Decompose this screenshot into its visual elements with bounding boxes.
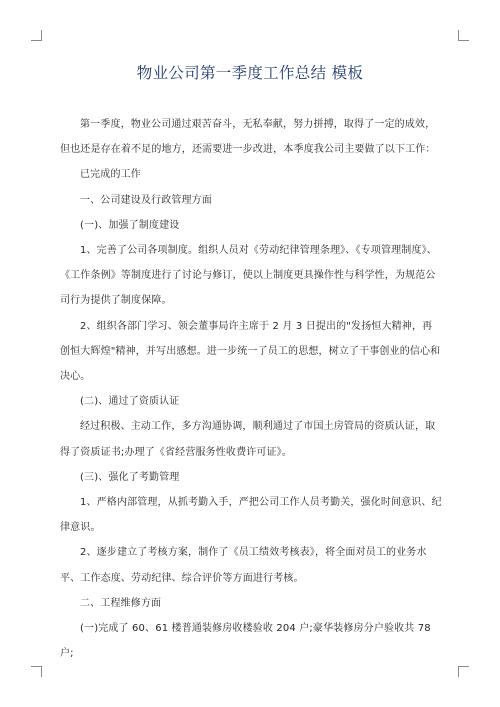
heading-completed-work: 已完成的工作 — [80, 169, 141, 181]
document-body — [60, 112, 442, 666]
crop-mark-top-left — [31, 30, 42, 41]
document-title: 物业公司第一季度工作总结 模板 — [136, 64, 364, 82]
heading-subsection-1-2: (二)、通过了资质认证 — [80, 396, 180, 408]
paragraph-attendance-2: 2、逐步建立了考核方案，制作了《员工绩效考核表》，将全面对员工的业务水平、工作态度、劳动纪律、综合评价等方面进行考核。 — [60, 547, 427, 584]
heading-subsection-1-3: (三)、强化了考勤管理 — [80, 471, 180, 483]
paragraph-attendance-1: 1、严格内部管理，从抓考勤入手，严把公司工作人员考勤关，强化时间意识、纪律意识。 — [60, 497, 442, 534]
paragraph-intro: 第一季度，物业公司通过艰苦奋斗，无私奉献，努力拼搏，取得了一定的成效，但也还是存在着不足的地方，还需要进一步改进，本季度我公司主要做了以下工作： — [60, 119, 436, 156]
paragraph-certification: 经过积极、主动工作，多方沟通协调，顺利通过了市国土房管局的资质认证，取得了资质证书;办理了《省经营服务性收费许可证》。 — [60, 421, 436, 458]
crop-mark-bottom-left — [31, 666, 42, 677]
crop-mark-top-right — [458, 30, 469, 41]
paragraph-acceptance: (一)完成了 60、61 楼普通装修房收楼验收 204 户;豪华装修房分户验收共 78 户; — [60, 623, 431, 660]
paragraph-study-spirit: 2、组织各部门学习、领会董事局许主席于 2 月 3 日提出的"发扬恒大精神，再创恒大辉煌"精神，并写出感想。进一步统一了员工的思想，树立了干事创业的信心和决心。 — [60, 320, 441, 383]
crop-mark-bottom-right — [458, 666, 469, 677]
paragraph-system-improvement: 1、完善了公司各项制度。组织人员对《劳动纪律管理条理》、《专项管理制度》、《工作条例》等制度进行了讨论与修订，使以上制度更具操作性与科学性，为规范公司行为提供了制度保障。 — [60, 245, 437, 307]
heading-subsection-1-1: (一)、加强了制度建设 — [80, 219, 180, 231]
heading-section-1: 一、公司建设及行政管理方面 — [80, 194, 212, 206]
heading-section-2: 二、工程维修方面 — [80, 597, 162, 609]
